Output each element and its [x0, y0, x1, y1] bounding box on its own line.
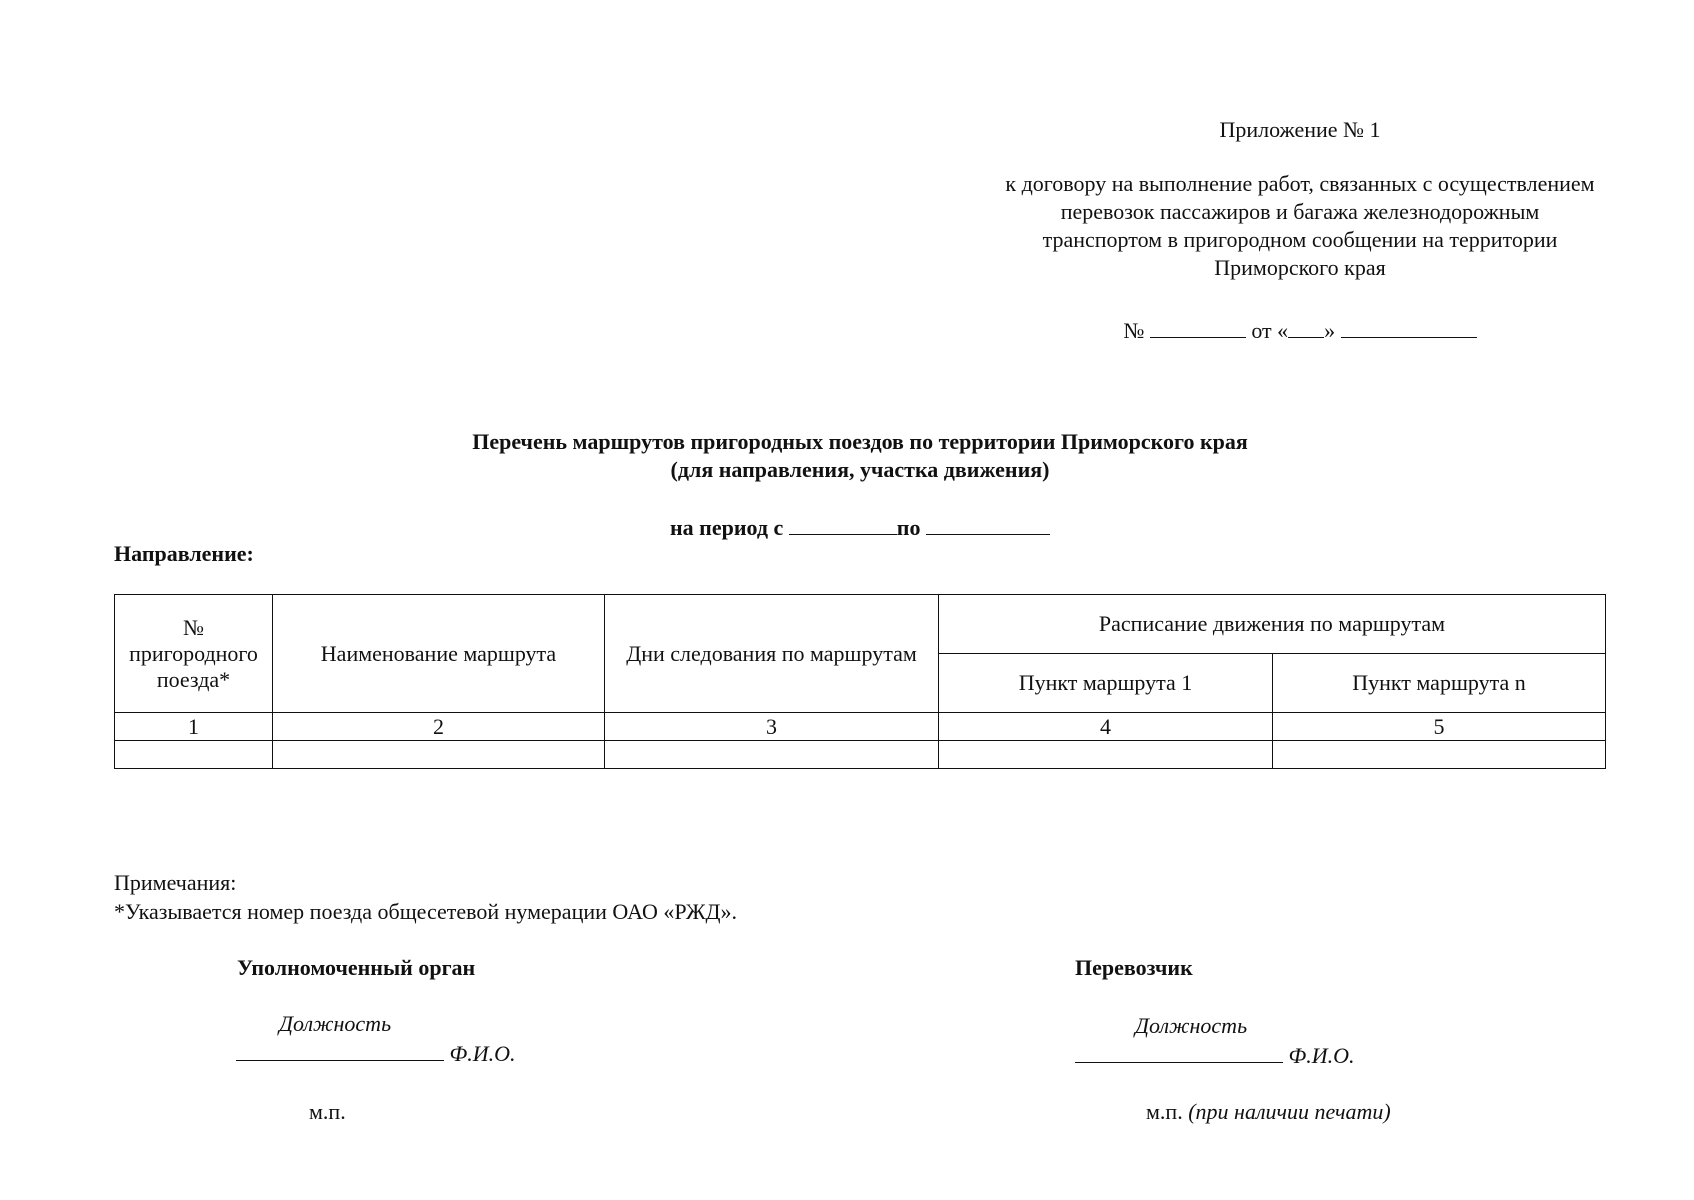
- contract-date-prefix: от «: [1251, 318, 1289, 343]
- table-cell: [939, 741, 1273, 769]
- notes-text: *Указывается номер поезда общесетевой нумерации ОАО «РЖД».: [114, 899, 738, 924]
- authority-role: Должность: [279, 1011, 392, 1036]
- table-cell: [273, 741, 605, 769]
- carrier-heading: Перевозчик: [1075, 955, 1193, 980]
- table-column-numbers-row: [115, 713, 1606, 741]
- contract-reference: [1000, 315, 1600, 345]
- contract-month-year-blank: [1341, 315, 1477, 338]
- table-cell: [115, 741, 273, 769]
- period-end-blank: [926, 512, 1050, 535]
- header-point-1: Пункт маршрута 1: [939, 654, 1273, 713]
- appendix-description: к договору на выполнение работ, связанных с осуществлением перевозок пассажиров и багажа железнодорожным транспортом в пригородном сообщении на территории Приморского края: [1005, 171, 1595, 280]
- carrier-role: Должность: [1135, 1013, 1248, 1038]
- appendix-header: [1000, 116, 1600, 282]
- contract-number-blank: [1150, 315, 1246, 338]
- table-cell: [605, 741, 939, 769]
- period-mid: по: [896, 515, 921, 540]
- period-start-blank: [789, 512, 897, 535]
- carrier-stamp-note: (при наличии печати): [1188, 1099, 1391, 1124]
- contract-date-mid: »: [1324, 318, 1336, 343]
- title-line-1: Перечень маршрутов пригородных поездов по территории Приморского края: [472, 429, 1248, 454]
- column-number: 4: [939, 713, 1273, 741]
- authority-signature-blank: [236, 1038, 444, 1061]
- table-header-row: [115, 595, 1606, 654]
- carrier-stamp-line: [1146, 1098, 1391, 1126]
- notes-heading: Примечания:: [114, 870, 237, 895]
- authority-signature-line: [236, 1038, 515, 1068]
- document-title: [150, 428, 1570, 484]
- header-schedule: Расписание движения по маршрутам: [939, 595, 1606, 654]
- notes-section: [114, 868, 737, 926]
- column-number: 3: [605, 713, 939, 741]
- period-prefix: на период с: [670, 515, 784, 540]
- carrier-signature-blank: [1075, 1040, 1283, 1063]
- authority-stamp: м.п.: [309, 1099, 346, 1124]
- column-number: 1: [115, 713, 273, 741]
- direction-label: Направление:: [114, 541, 254, 566]
- header-route-name: Наименование маршрута: [273, 595, 605, 713]
- table-row: [115, 741, 1606, 769]
- carrier-fio: Ф.И.О.: [1288, 1043, 1355, 1068]
- period-line: [150, 512, 1570, 542]
- header-point-n: Пункт маршрута n: [1273, 654, 1606, 713]
- column-number: 5: [1273, 713, 1606, 741]
- routes-table: [114, 594, 1606, 769]
- carrier-stamp: м.п.: [1146, 1099, 1183, 1124]
- column-number: 2: [273, 713, 605, 741]
- header-days: Дни следования по маршрутам: [605, 595, 939, 713]
- table-cell: [1273, 741, 1606, 769]
- title-line-2: (для направления, участка движения): [670, 457, 1050, 482]
- carrier-signature-line: [1075, 1040, 1354, 1070]
- header-train-number: № пригородного поезда*: [115, 595, 273, 713]
- authority-fio: Ф.И.О.: [449, 1041, 516, 1066]
- contract-day-blank: [1288, 315, 1324, 338]
- authority-heading: Уполномоченный орган: [237, 955, 476, 980]
- appendix-title: Приложение № 1: [1219, 117, 1381, 142]
- contract-number-prefix: №: [1123, 318, 1145, 343]
